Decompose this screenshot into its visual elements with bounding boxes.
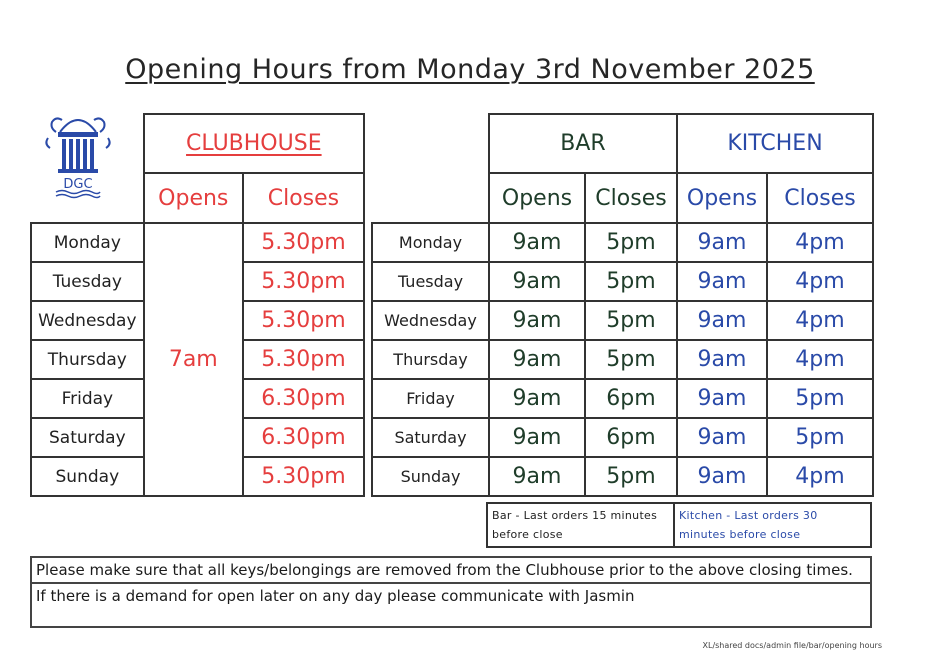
svg-text:DGC: DGC (63, 177, 93, 192)
clubhouse-close-time: 5.30pm (243, 301, 364, 340)
kitchen-open-time: 9am (677, 340, 767, 379)
bar-open-time: 9am (489, 379, 585, 418)
bar-open-time: 9am (489, 223, 585, 262)
kitchen-heading: KITCHEN (677, 114, 873, 173)
bar-open-time: 9am (489, 262, 585, 301)
kitchen-close-time: 5pm (767, 379, 873, 418)
bar-closes-header: Closes (585, 173, 677, 223)
clubhouse-close-time: 6.30pm (243, 379, 364, 418)
bar-open-time: 9am (489, 418, 585, 457)
bar-kitchen-day: Sunday (372, 457, 489, 496)
clubhouse-day: Wednesday (31, 301, 144, 340)
bar-kitchen-table (371, 113, 874, 497)
late-opening-notice: If there is a demand for open later on any day please communicate with Jasmin (30, 584, 872, 628)
page-title: Opening Hours from Monday 3rd November 2025 (125, 54, 815, 85)
kitchen-opens-header: Opens (677, 173, 767, 223)
kitchen-close-time: 4pm (767, 223, 873, 262)
clubhouse-day: Thursday (31, 340, 144, 379)
kitchen-last-orders-note: Kitchen - Last orders 30 minutes before close (674, 503, 871, 547)
bar-kitchen-day: Friday (372, 379, 489, 418)
kitchen-close-time: 4pm (767, 301, 873, 340)
bar-kitchen-day: Wednesday (372, 301, 489, 340)
file-path-footer: XL/shared docs/admin file/bar/opening hours (702, 641, 882, 650)
clubhouse-day: Tuesday (31, 262, 144, 301)
clubhouse-day: Friday (31, 379, 144, 418)
kitchen-close-time: 4pm (767, 262, 873, 301)
kitchen-closes-header: Closes (767, 173, 873, 223)
kitchen-open-time: 9am (677, 262, 767, 301)
last-orders-notes (486, 502, 872, 548)
bar-close-time: 5pm (585, 340, 677, 379)
bar-heading: BAR (489, 114, 677, 173)
clubhouse-closes-header: Closes (243, 173, 364, 223)
kitchen-close-time: 4pm (767, 340, 873, 379)
kitchen-open-time: 9am (677, 223, 767, 262)
bar-close-time: 5pm (585, 301, 677, 340)
kitchen-open-time: 9am (677, 457, 767, 496)
clubhouse-table (30, 113, 365, 497)
clubhouse-day: Monday (31, 223, 144, 262)
clubhouse-day: Sunday (31, 457, 144, 496)
bar-kitchen-day: Thursday (372, 340, 489, 379)
bar-kitchen-day: Monday (372, 223, 489, 262)
clubhouse-close-time: 5.30pm (243, 457, 364, 496)
bar-close-time: 5pm (585, 262, 677, 301)
clubhouse-heading: CLUBHOUSE (144, 114, 364, 173)
clubhouse-opens-time: 7am (144, 223, 243, 496)
bar-opens-header: Opens (489, 173, 585, 223)
clubhouse-close-time: 5.30pm (243, 262, 364, 301)
kitchen-open-time: 9am (677, 418, 767, 457)
clubhouse-close-time: 6.30pm (243, 418, 364, 457)
clubhouse-opens-header: Opens (144, 173, 243, 223)
bar-close-time: 6pm (585, 418, 677, 457)
kitchen-close-time: 4pm (767, 457, 873, 496)
kitchen-open-time: 9am (677, 301, 767, 340)
bar-open-time: 9am (489, 457, 585, 496)
kitchen-close-time: 5pm (767, 418, 873, 457)
clubhouse-close-time: 5.30pm (243, 223, 364, 262)
bar-open-time: 9am (489, 340, 585, 379)
bar-close-time: 6pm (585, 379, 677, 418)
bar-kitchen-day: Tuesday (372, 262, 489, 301)
bar-open-time: 9am (489, 301, 585, 340)
bar-close-time: 5pm (585, 457, 677, 496)
bar-kitchen-day: Saturday (372, 418, 489, 457)
keys-notice: Please make sure that all keys/belongings are removed from the Clubhouse prior to the above closing times. (30, 556, 872, 584)
clubhouse-day: Saturday (31, 418, 144, 457)
kitchen-open-time: 9am (677, 379, 767, 418)
bar-last-orders-note: Bar - Last orders 15 minutes before close (487, 503, 674, 547)
bar-close-time: 5pm (585, 223, 677, 262)
clubhouse-close-time: 5.30pm (243, 340, 364, 379)
